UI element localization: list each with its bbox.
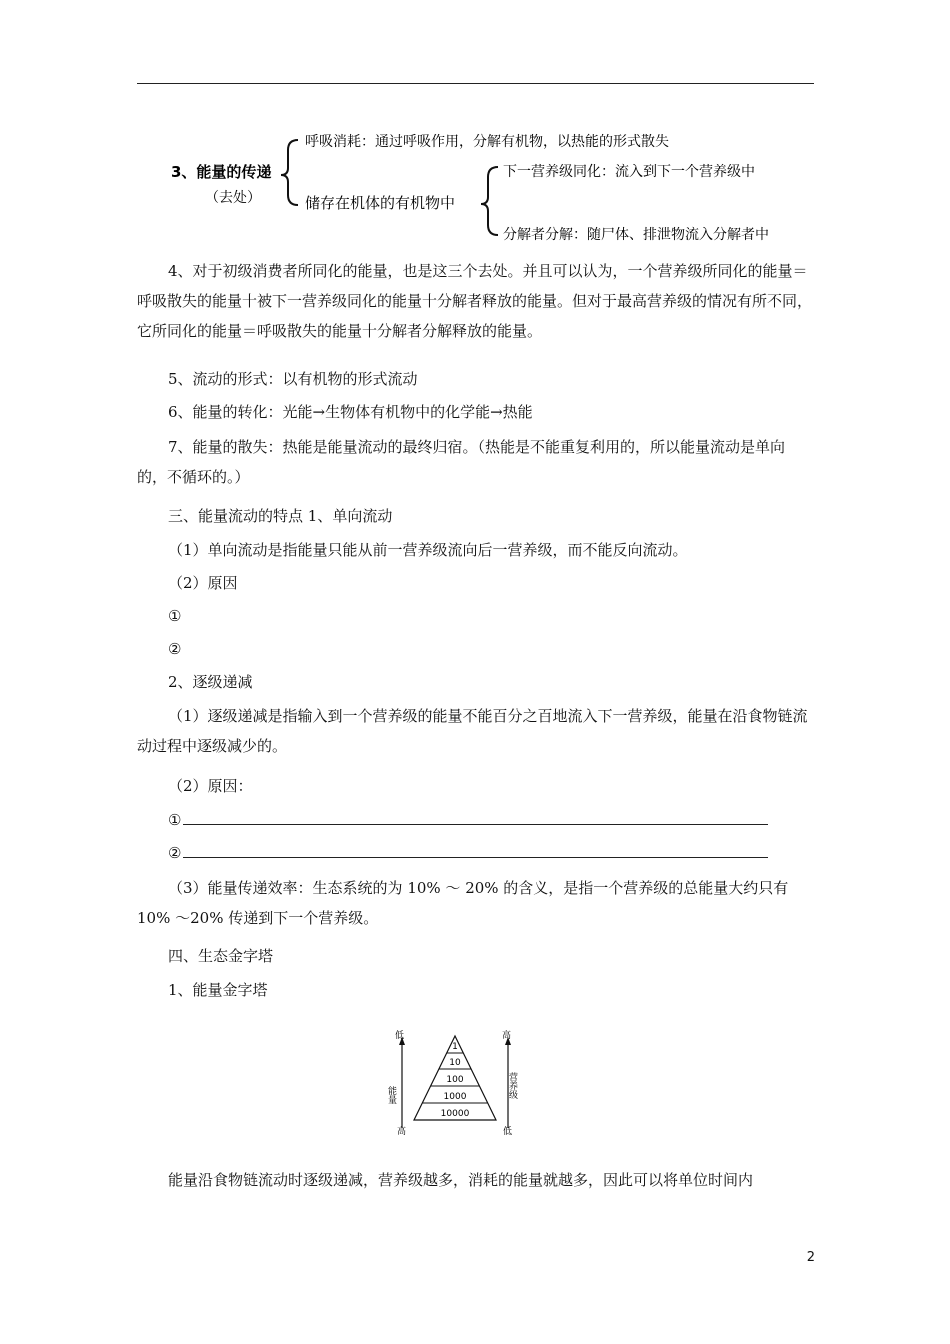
blank-answer-1	[137, 805, 814, 835]
section-3-item-1: （1）单向流动是指能量只能从前一营养级流向后一营养级，而不能反向流动。	[168, 541, 688, 559]
pyramid-level-1: 1	[452, 1042, 458, 1052]
branch-respiration: 呼吸消耗：通过呼吸作用，分解有机物，以热能的形式散失	[305, 134, 669, 150]
header-rule	[137, 83, 814, 84]
paragraph-7: 7、能量的散失：热能是能量流动的最终归宿。（热能是不能重复利用的，所以能量流动是单向的，不循环的。）	[137, 438, 786, 486]
brace-1	[281, 140, 298, 205]
pyramid-level-5: 10000	[440, 1109, 470, 1119]
blank-line-1	[183, 810, 768, 825]
blank-line-2	[183, 843, 768, 858]
energy-pyramid	[388, 1028, 523, 1136]
reason-circle-1: ①	[168, 607, 182, 625]
section-3b-item-1: （1）逐级递减是指输入到一个营养级的能量不能百分之百地流入下一营养级，能量在沿食物链流动过程中逐级减少的。	[137, 707, 808, 755]
branch-storage: 储存在机体的有机物中	[305, 194, 456, 212]
paragraph-4: 4、对于初级消费者所同化的能量，也是这三个去处。并且可以认为，一个营养级所同化的能量＝呼吸散失的能量十被下一营养级同化的能量十分解者释放的能量。但对于最高营养级的情况有所不同，它所同化的能量＝呼吸散失的能量十分解者分解释放的能量。	[137, 262, 813, 340]
blank-answer-2	[137, 838, 814, 868]
sub-decomposer: 分解者分解：随尸体、排泄物流入分解者中	[503, 227, 769, 243]
left-axis-label: 能量	[386, 1086, 396, 1104]
last-paragraph: 能量沿食物链流动时逐级递减，营养级越多，消耗的能量就越多，因此可以将单位时间内	[168, 1171, 754, 1189]
pyramid-level-3: 100	[446, 1075, 464, 1085]
sub-next-level: 下一营养级同化：流入到下一个营养级中	[503, 164, 755, 180]
brace-2	[481, 167, 498, 235]
left-axis-bottom: 高	[397, 1127, 407, 1137]
reason-circle-2: ②	[168, 640, 182, 658]
paragraph-6: 6、能量的转化：光能→生物体有机物中的化学能→热能	[168, 403, 533, 421]
pyramid-level-2: 10	[449, 1058, 461, 1068]
section-3b-item-2: （2）原因：	[168, 777, 253, 795]
pyramid-level-4: 1000	[443, 1092, 467, 1102]
paragraph-5: 5、流动的形式：以有机物的形式流动	[168, 370, 418, 388]
right-axis-bottom: 低	[503, 1127, 513, 1137]
right-axis-top: 高	[502, 1031, 512, 1041]
energy-destination-diagram	[165, 125, 830, 245]
section-3b-item-3: （3）能量传递效率：生态系统的为 10% ～ 20% 的含义，是指一个营养级的总能量大约只有 10% ～20% 传递到下一个营养级。	[137, 879, 789, 927]
section-4-heading: 四、生态金字塔	[168, 947, 274, 965]
section-3-heading: 三、能量流动的特点 1、单向流动	[168, 507, 393, 525]
blank-label-2: ②	[168, 844, 182, 862]
section-3b-heading: 2、逐级递减	[168, 673, 253, 691]
page-number: 2	[806, 1250, 815, 1265]
section-4-item-1: 1、能量金字塔	[168, 981, 268, 999]
right-axis-label: 营养级	[507, 1072, 517, 1099]
blank-label-1: ①	[168, 811, 182, 829]
diagram-subtitle: （去处）	[205, 190, 261, 206]
left-axis-top: 低	[395, 1031, 405, 1041]
section-3-item-2: （2）原因	[168, 574, 238, 592]
diagram-title: 3、能量的传递	[171, 163, 272, 181]
